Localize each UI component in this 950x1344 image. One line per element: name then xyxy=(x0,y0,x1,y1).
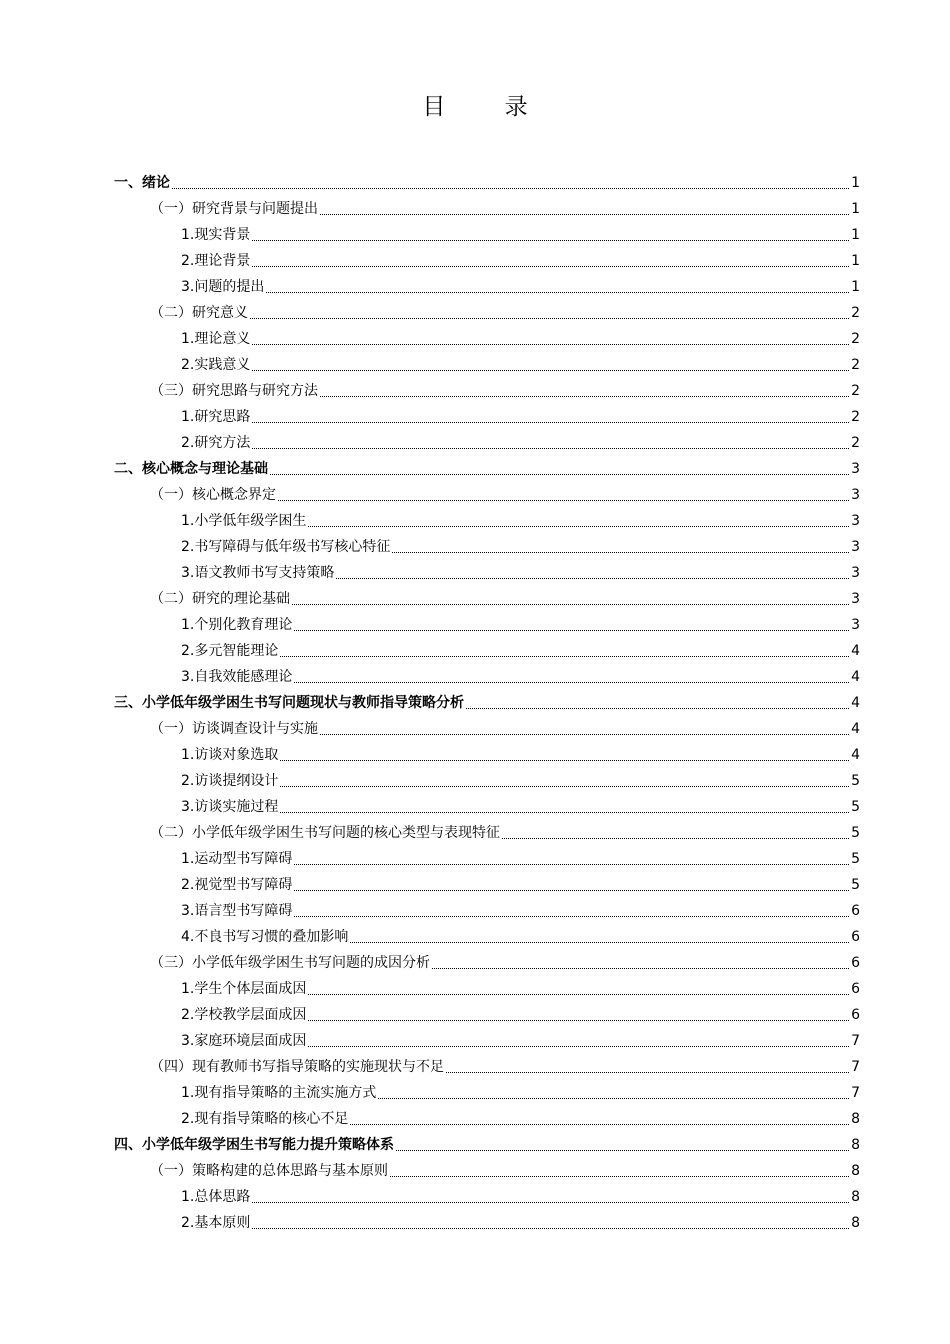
toc-entry-page-number: 2 xyxy=(851,409,860,425)
toc-entry-label: 2.书写障碍与低年级书写核心特征 xyxy=(181,539,391,555)
toc-entry-label: 1.理论意义 xyxy=(181,331,251,347)
toc-entry-page-number: 7 xyxy=(851,1033,860,1049)
toc-entry-page-number: 4 xyxy=(851,721,860,737)
toc-entry-page-number: 7 xyxy=(851,1059,860,1075)
toc-entry-page-number: 5 xyxy=(851,773,860,789)
toc-entry-label: 1.运动型书写障碍 xyxy=(181,851,293,867)
toc-entry-level-3[interactable] xyxy=(0,274,950,300)
toc-entry-level-3[interactable] xyxy=(0,768,950,794)
toc-entry-page-number: 2 xyxy=(851,435,860,451)
toc-entry-level-3[interactable] xyxy=(0,898,950,924)
toc-entry-level-3[interactable] xyxy=(0,248,950,274)
toc-entry-page-number: 8 xyxy=(851,1111,860,1127)
toc-entry-level-2[interactable] xyxy=(0,196,950,222)
toc-title: 目 录 xyxy=(422,94,554,120)
toc-dot-leader xyxy=(252,343,849,345)
toc-entry-level-3[interactable] xyxy=(0,326,950,352)
toc-entry-page-number: 3 xyxy=(851,565,860,581)
toc-dot-leader xyxy=(392,551,849,553)
toc-entry-page-number: 5 xyxy=(851,825,860,841)
toc-dot-leader xyxy=(350,941,849,943)
toc-entry-page-number: 4 xyxy=(851,643,860,659)
toc-entry-label: 3.访谈实施过程 xyxy=(181,799,279,815)
toc-entry-page-number: 4 xyxy=(851,669,860,685)
toc-entry-label: 一、绪论 xyxy=(114,175,170,191)
toc-dot-leader xyxy=(252,1201,849,1203)
toc-entry-level-2[interactable] xyxy=(0,482,950,508)
toc-entry-page-number: 1 xyxy=(851,201,860,217)
toc-entry-label: （三）小学低年级学困生书写问题的成因分析 xyxy=(150,955,430,971)
toc-entry-level-2[interactable] xyxy=(0,716,950,742)
toc-dot-leader xyxy=(378,1097,849,1099)
toc-dot-leader xyxy=(280,655,849,657)
toc-entry-label: 二、核心概念与理论基础 xyxy=(114,461,268,477)
toc-entry-page-number: 5 xyxy=(851,877,860,893)
toc-dot-leader xyxy=(292,603,849,605)
toc-dot-leader xyxy=(252,265,849,267)
toc-entry-level-3[interactable] xyxy=(0,638,950,664)
toc-entry-label: 1.现有指导策略的主流实施方式 xyxy=(181,1085,377,1101)
toc-entry-label: （一）核心概念界定 xyxy=(150,487,276,503)
toc-dot-leader xyxy=(294,889,849,891)
toc-entry-page-number: 6 xyxy=(851,903,860,919)
toc-entry-level-3[interactable] xyxy=(0,612,950,638)
toc-entry-label: 1.小学低年级学困生 xyxy=(181,513,307,529)
toc-dot-leader xyxy=(280,759,849,761)
toc-entry-label: （一）访谈调查设计与实施 xyxy=(150,721,318,737)
toc-dot-leader xyxy=(308,1019,849,1021)
toc-entry-level-2[interactable] xyxy=(0,378,950,404)
toc-entry-label: （二）小学低年级学困生书写问题的核心类型与表现特征 xyxy=(150,825,500,841)
toc-dot-leader xyxy=(252,421,849,423)
toc-dot-leader xyxy=(502,837,849,839)
toc-dot-leader xyxy=(172,187,849,189)
toc-entry-label: 2.基本原则 xyxy=(181,1215,251,1231)
toc-entry-label: 四、小学低年级学困生书写能力提升策略体系 xyxy=(114,1137,394,1153)
toc-entry-label: 3.问题的提出 xyxy=(181,279,265,295)
toc-entry-level-2[interactable] xyxy=(0,820,950,846)
toc-dot-leader xyxy=(266,291,849,293)
toc-entry-page-number: 7 xyxy=(851,1085,860,1101)
toc-dot-leader xyxy=(252,1227,849,1229)
toc-entry-level-2[interactable] xyxy=(0,1054,950,1080)
toc-entry-label: （四）现有教师书写指导策略的实施现状与不足 xyxy=(150,1059,444,1075)
toc-dot-leader xyxy=(294,915,849,917)
toc-entry-page-number: 6 xyxy=(851,981,860,997)
toc-entry-label: 2.视觉型书写障碍 xyxy=(181,877,293,893)
toc-entry-page-number: 6 xyxy=(851,929,860,945)
toc-entry-level-3[interactable] xyxy=(0,846,950,872)
toc-entry-label: 2.理论背景 xyxy=(181,253,251,269)
toc-dot-leader xyxy=(294,863,849,865)
toc-entry-page-number: 1 xyxy=(851,279,860,295)
toc-entry-level-3[interactable] xyxy=(0,1210,950,1236)
toc-entry-page-number: 8 xyxy=(851,1163,860,1179)
toc-entry-page-number: 3 xyxy=(851,617,860,633)
toc-entry-level-3[interactable] xyxy=(0,352,950,378)
toc-dot-leader xyxy=(252,239,849,241)
toc-entry-label: 3.语言型书写障碍 xyxy=(181,903,293,919)
toc-entry-level-3[interactable] xyxy=(0,742,950,768)
toc-entry-page-number: 3 xyxy=(851,461,860,477)
toc-dot-leader xyxy=(350,1123,849,1125)
toc-dot-leader xyxy=(252,369,849,371)
toc-entry-page-number: 8 xyxy=(851,1137,860,1153)
toc-entry-label: 1.总体思路 xyxy=(181,1189,251,1205)
toc-entry-page-number: 5 xyxy=(851,851,860,867)
toc-entry-page-number: 5 xyxy=(851,799,860,815)
toc-entry-page-number: 8 xyxy=(851,1215,860,1231)
toc-entry-level-3[interactable] xyxy=(0,1106,950,1132)
toc-dot-leader xyxy=(320,395,849,397)
toc-dot-leader xyxy=(466,707,849,709)
toc-entry-page-number: 3 xyxy=(851,539,860,555)
toc-entry-level-2[interactable] xyxy=(0,950,950,976)
toc-dot-leader xyxy=(320,213,849,215)
toc-entry-level-1[interactable] xyxy=(0,456,950,482)
toc-dot-leader xyxy=(336,577,849,579)
toc-dot-leader xyxy=(278,499,849,501)
toc-dot-leader xyxy=(308,993,849,995)
toc-entry-label: （二）研究意义 xyxy=(150,305,248,321)
toc-entry-level-3[interactable] xyxy=(0,1080,950,1106)
toc-entry-page-number: 1 xyxy=(851,253,860,269)
toc-dot-leader xyxy=(294,681,849,683)
toc-entry-label: 2.现有指导策略的核心不足 xyxy=(181,1111,349,1127)
toc-entry-page-number: 2 xyxy=(851,357,860,373)
toc-entry-page-number: 4 xyxy=(851,747,860,763)
toc-entry-label: （一）策略构建的总体思路与基本原则 xyxy=(150,1163,388,1179)
toc-entry-page-number: 3 xyxy=(851,591,860,607)
toc-entry-label: （二）研究的理论基础 xyxy=(150,591,290,607)
toc-entry-label: 2.实践意义 xyxy=(181,357,251,373)
toc-entry-label: （一）研究背景与问题提出 xyxy=(150,201,318,217)
toc-entry-level-3[interactable] xyxy=(0,664,950,690)
toc-entry-label: 2.多元智能理论 xyxy=(181,643,279,659)
toc-entry-level-3[interactable] xyxy=(0,560,950,586)
toc-entry-level-2[interactable] xyxy=(0,1158,950,1184)
toc-entry-label: 2.访谈提纲设计 xyxy=(181,773,279,789)
toc-dot-leader xyxy=(270,473,849,475)
toc-entry-page-number: 2 xyxy=(851,383,860,399)
toc-dot-leader xyxy=(320,733,849,735)
toc-entry-page-number: 6 xyxy=(851,1007,860,1023)
toc-entry-level-3[interactable] xyxy=(0,1028,950,1054)
toc-entry-label: 1.研究思路 xyxy=(181,409,251,425)
table-of-contents xyxy=(0,170,950,1236)
toc-dot-leader xyxy=(432,967,849,969)
toc-entry-page-number: 2 xyxy=(851,305,860,321)
toc-entry-level-3[interactable] xyxy=(0,430,950,456)
toc-entry-level-3[interactable] xyxy=(0,508,950,534)
toc-dot-leader xyxy=(390,1175,849,1177)
toc-entry-page-number: 1 xyxy=(851,175,860,191)
toc-entry-level-3[interactable] xyxy=(0,534,950,560)
toc-dot-leader xyxy=(446,1071,849,1073)
toc-dot-leader xyxy=(396,1149,849,1151)
toc-entry-level-3[interactable] xyxy=(0,794,950,820)
toc-entry-level-3[interactable] xyxy=(0,1002,950,1028)
toc-entry-level-1[interactable] xyxy=(0,1132,950,1158)
toc-entry-level-2[interactable] xyxy=(0,586,950,612)
toc-entry-level-3[interactable] xyxy=(0,924,950,950)
toc-entry-label: 2.学校教学层面成因 xyxy=(181,1007,307,1023)
toc-dot-leader xyxy=(280,785,849,787)
toc-entry-level-3[interactable] xyxy=(0,976,950,1002)
toc-entry-page-number: 6 xyxy=(851,955,860,971)
toc-dot-leader xyxy=(252,447,849,449)
toc-entry-label: 2.研究方法 xyxy=(181,435,251,451)
toc-entry-label: 1.访谈对象选取 xyxy=(181,747,279,763)
toc-entry-page-number: 8 xyxy=(851,1189,860,1205)
toc-entry-page-number: 2 xyxy=(851,331,860,347)
toc-entry-label: 1.学生个体层面成因 xyxy=(181,981,307,997)
toc-entry-level-1[interactable] xyxy=(0,690,950,716)
toc-entry-label: 1.个别化教育理论 xyxy=(181,617,293,633)
toc-dot-leader xyxy=(294,629,849,631)
toc-entry-level-3[interactable] xyxy=(0,404,950,430)
toc-dot-leader xyxy=(308,1045,849,1047)
toc-dot-leader xyxy=(280,811,849,813)
toc-entry-label: 3.自我效能感理论 xyxy=(181,669,293,685)
toc-entry-level-3[interactable] xyxy=(0,872,950,898)
toc-entry-label: 1.现实背景 xyxy=(181,227,251,243)
toc-entry-page-number: 3 xyxy=(851,487,860,503)
toc-entry-label: 3.语文教师书写支持策略 xyxy=(181,565,335,581)
toc-entry-level-1[interactable] xyxy=(0,170,950,196)
toc-dot-leader xyxy=(250,317,849,319)
toc-entry-label: 4.不良书写习惯的叠加影响 xyxy=(181,929,349,945)
toc-entry-level-2[interactable] xyxy=(0,300,950,326)
toc-dot-leader xyxy=(308,525,849,527)
toc-entry-page-number: 1 xyxy=(851,227,860,243)
toc-entry-label: 3.家庭环境层面成因 xyxy=(181,1033,307,1049)
toc-entry-label: （三）研究思路与研究方法 xyxy=(150,383,318,399)
toc-entry-page-number: 4 xyxy=(851,695,860,711)
toc-entry-label: 三、小学低年级学困生书写问题现状与教师指导策略分析 xyxy=(114,695,464,711)
toc-entry-level-3[interactable] xyxy=(0,1184,950,1210)
toc-entry-level-3[interactable] xyxy=(0,222,950,248)
toc-entry-page-number: 3 xyxy=(851,513,860,529)
